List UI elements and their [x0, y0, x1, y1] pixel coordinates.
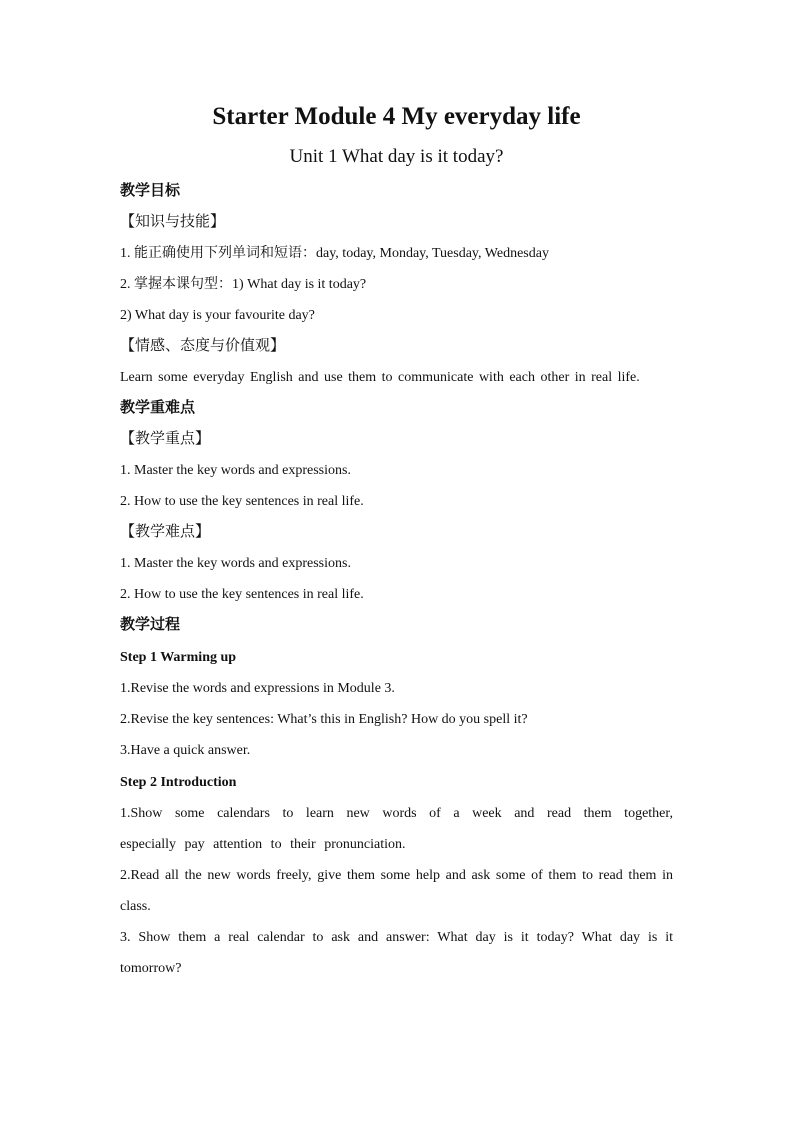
step-1-item-1: 1.Revise the words and expressions in Module 3. [120, 681, 395, 696]
step-2-item-1: 1.Show some calendars to learn new words of a week and read them together, especially pay attention to their pronunciation. [120, 806, 673, 852]
process-heading: 教学过程 [120, 617, 181, 633]
knowledge-item-2: 2. 掌握本课句型：1) What day is it today? [120, 277, 367, 292]
step-1-item-2: 2.Revise the key sentences: What’s this in English? How do you spell it? [120, 712, 528, 727]
step-1-heading: Step 1 Warming up [120, 650, 237, 665]
document-body [120, 98, 673, 984]
attitude-text: Learn some everyday English and use them to communicate with each other in real life. [120, 370, 640, 385]
key-points-heading: 【教学重点】 [120, 431, 211, 447]
difficult-points-heading: 【教学难点】 [120, 524, 211, 540]
key-point-1: 1. Master the key words and expressions. [120, 463, 351, 478]
objectives-heading: 教学目标 [120, 183, 181, 199]
document-title: Starter Module 4 My everyday life [212, 103, 581, 130]
document-subtitle: Unit 1 What day is it today? [289, 146, 504, 167]
knowledge-skills-heading: 【知识与技能】 [120, 214, 226, 230]
step-2-item-2: 2.Read all the new words freely, give them some help and ask some of them to read them in class. [120, 868, 673, 914]
difficult-point-2: 2. How to use the key sentences in real life. [120, 587, 364, 602]
attitude-values-heading: 【情感、态度与价值观】 [120, 338, 286, 354]
knowledge-item-1: 1. 能正确使用下列单词和短语：day, today, Monday, Tuesday, Wednesday [120, 246, 549, 261]
step-2-heading: Step 2 Introduction [120, 775, 237, 790]
key-point-2: 2. How to use the key sentences in real life. [120, 494, 364, 509]
key-difficult-heading: 教学重难点 [120, 400, 196, 416]
difficult-point-1: 1. Master the key words and expressions. [120, 556, 351, 571]
step-2-item-3: 3. Show them a real calendar to ask and answer: What day is it today? What day is it tomorrow? [120, 930, 673, 976]
knowledge-item-3: 2) What day is your favourite day? [120, 308, 315, 323]
step-1-item-3: 3.Have a quick answer. [120, 743, 251, 758]
